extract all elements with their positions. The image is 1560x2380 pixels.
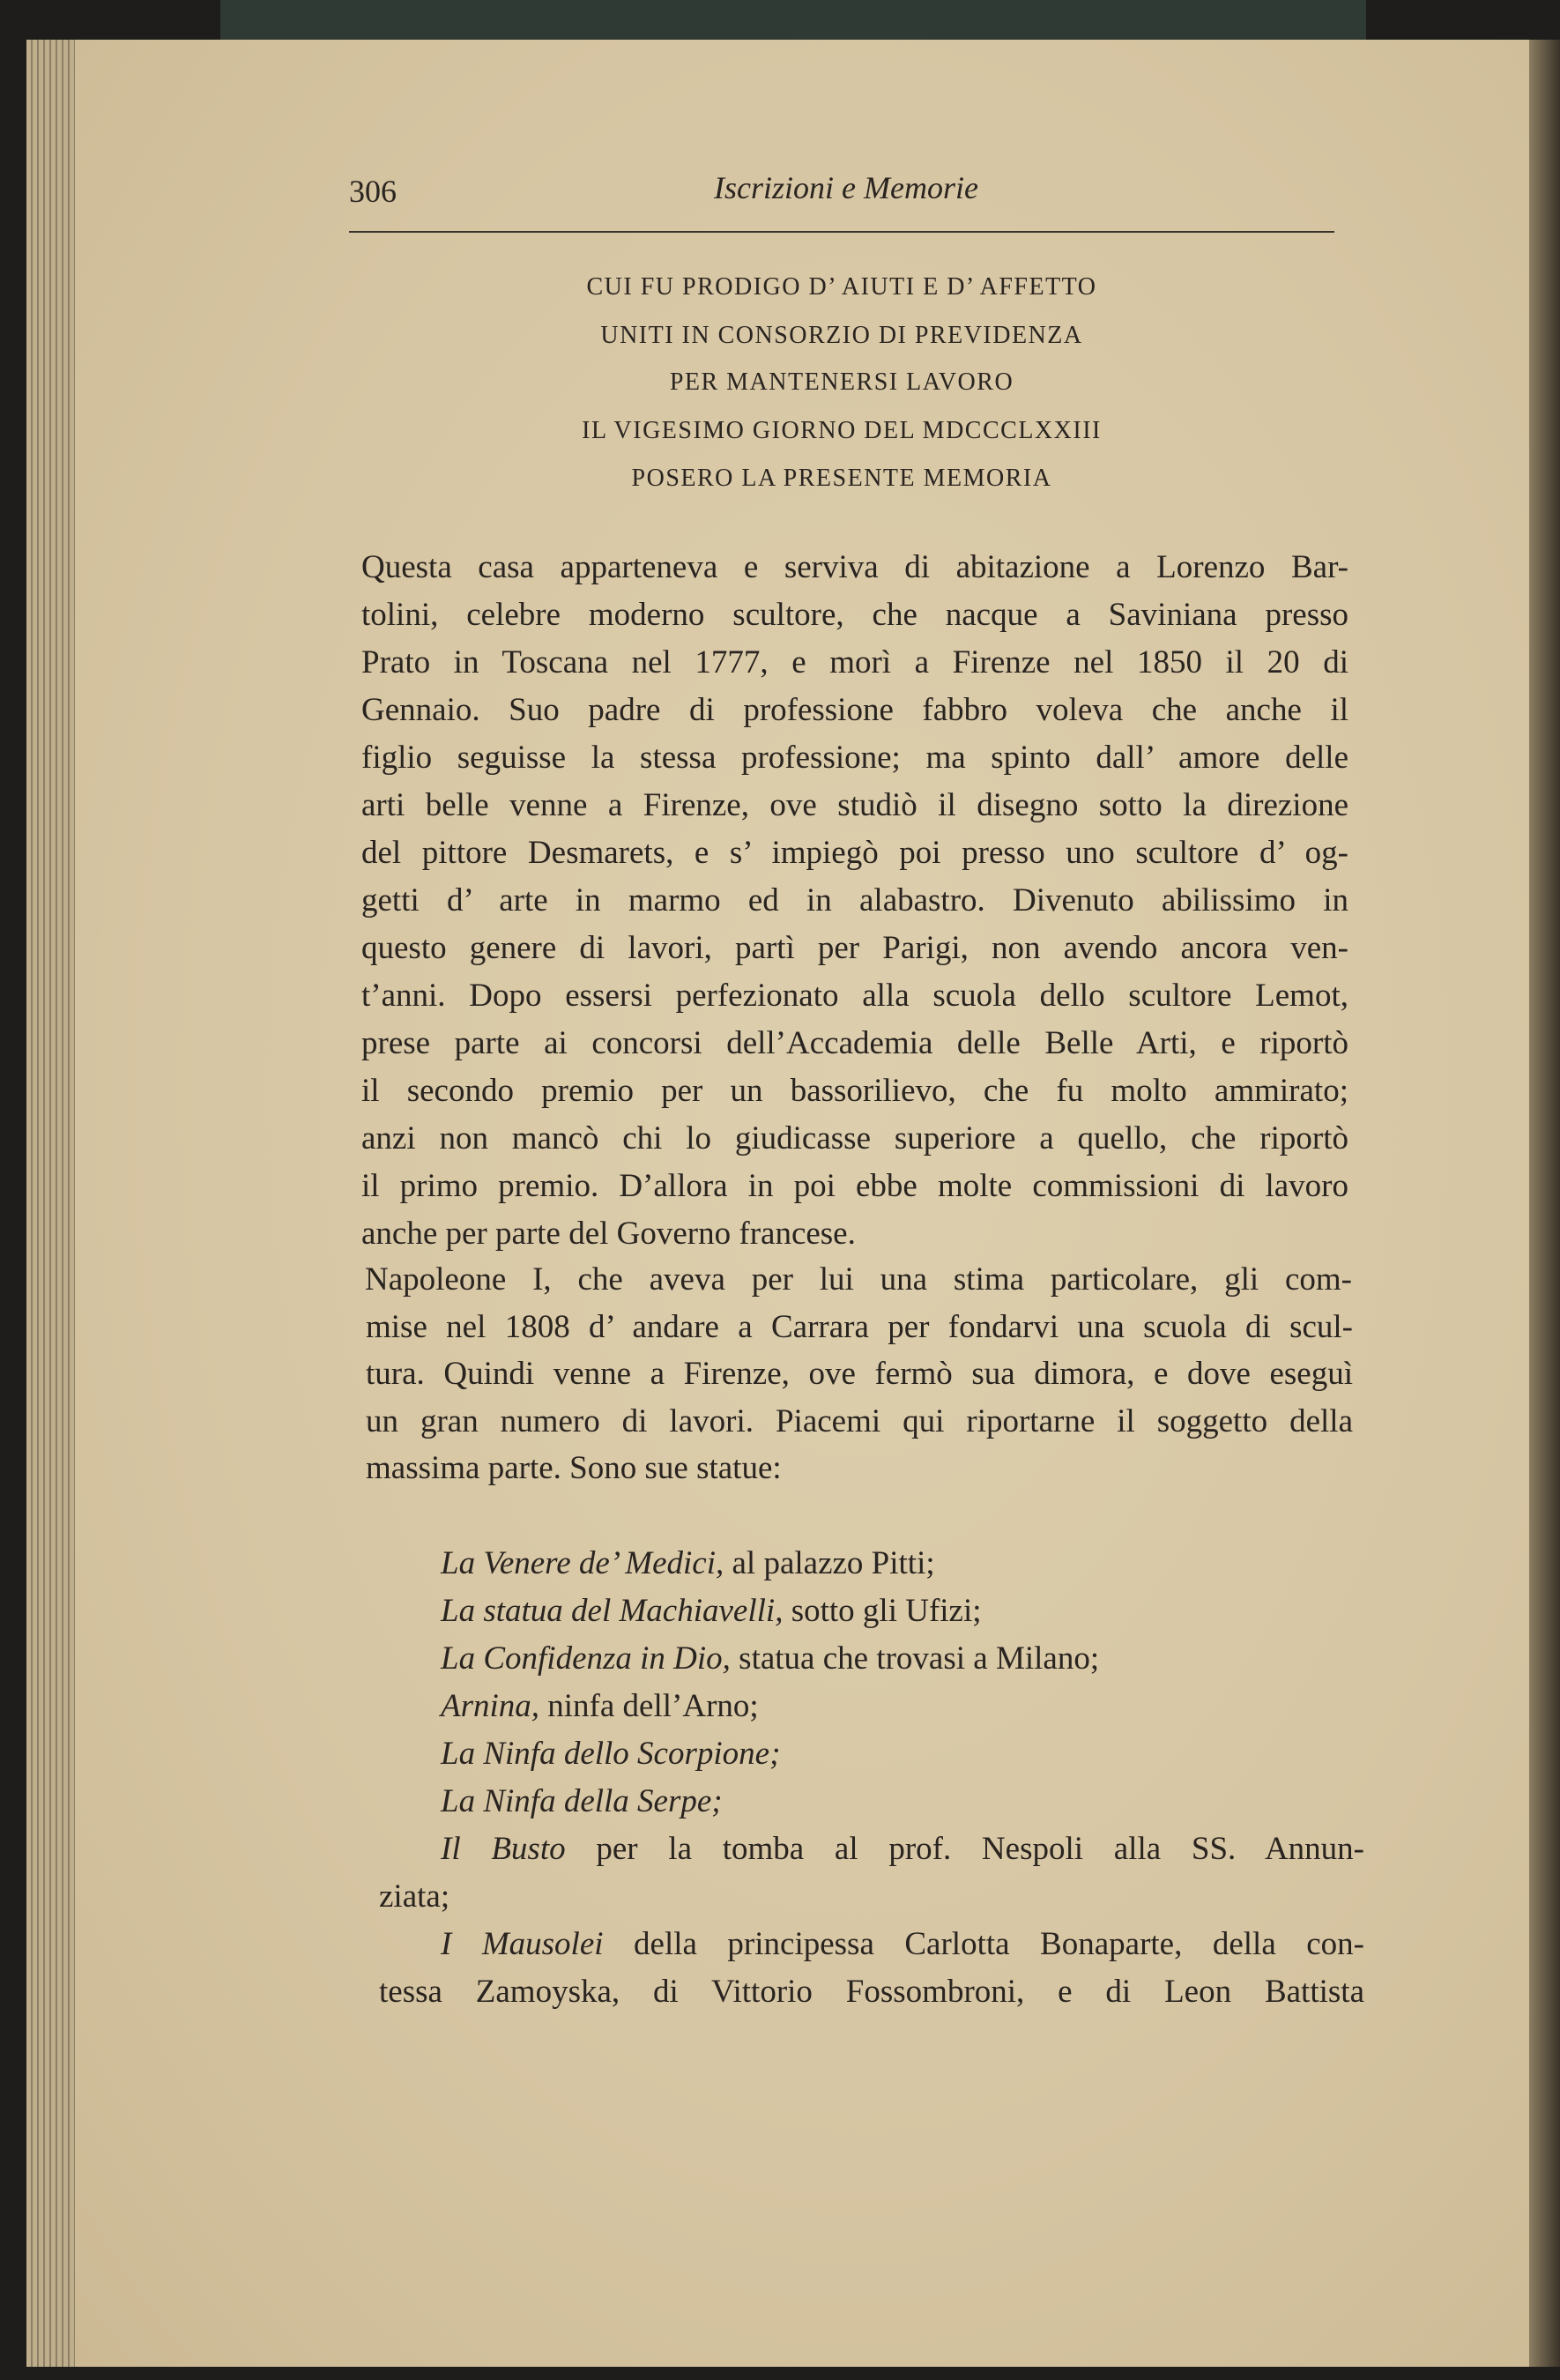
page-stack-edge — [26, 40, 75, 2367]
work-list-item — [441, 1687, 759, 1725]
body-text-line: del pittore Desmarets, e s’ impiegò poi presso uno scultore d’ og- — [361, 835, 1348, 871]
body-text-line: il secondo premio per un bassorilievo, che fu molto ammirato; — [361, 1073, 1348, 1109]
header-rule — [349, 231, 1334, 233]
body-text-line: Questa casa apparteneva e serviva di abitazione a Lorenzo Bar- — [361, 549, 1348, 585]
inscription-line: UNITI IN CONSORZIO DI PREVIDENZA — [600, 322, 1083, 349]
body-text-line: getti d’ arte in marmo ed in alabastro. Divenuto abilissimo in — [361, 882, 1348, 919]
work-description: sotto gli Ufizi; — [783, 1593, 982, 1629]
running-title: Iscrizioni e Memorie — [714, 170, 978, 205]
work-description: statua che trovasi a Milano; — [730, 1640, 1100, 1677]
work-list-item — [441, 1925, 1364, 1963]
body-text-line: tolini, celebre moderno scultore, che nacque a Saviniana presso — [361, 597, 1348, 633]
inscription-line: POSERO LA PRESENTE MEMORIA — [631, 465, 1052, 492]
work-title: Arnina, — [441, 1688, 540, 1724]
body-text-line: un gran numero di lavori. Piacemi qui riportarne il soggetto della — [366, 1402, 1353, 1439]
work-list-item — [441, 1544, 935, 1582]
work-title: I Mausolei — [441, 1926, 604, 1962]
body-text-line: Prato in Toscana nel 1777, e morì a Firenze nel 1850 il 20 di — [361, 644, 1348, 681]
body-text-line: mise nel 1808 d’ andare a Carrara per fondarvi una scuola di scul- — [366, 1308, 1353, 1345]
page-number: 306 — [349, 174, 397, 209]
body-text-line: anche per parte del Governo francese. — [361, 1216, 856, 1252]
body-text-line: Napoleone I, che aveva per lui una stima particolare, gli com- — [365, 1261, 1352, 1298]
body-text-line: anzi non mancò chi lo giudicasse superiore a quello, che riportò — [361, 1120, 1348, 1157]
body-text-line: tura. Quindi venne a Firenze, ove fermò sua dimora, e dove eseguì — [366, 1356, 1353, 1392]
work-title: La Venere de’ Medici, — [441, 1545, 724, 1581]
body-text-line: il primo premio. D’allora in poi ebbe molte commissioni di lavoro — [361, 1168, 1348, 1204]
body-text-line: arti belle venne a Firenze, ove studiò il disegno sotto la direzione — [361, 787, 1348, 823]
work-description: ninfa dell’Arno; — [539, 1688, 759, 1724]
body-text-line: figlio seguisse la stessa professione; ma spinto dall’ amore delle — [361, 740, 1348, 776]
body-text-line: t’anni. Dopo essersi perfezionato alla scuola dello scultore Lemot, — [361, 978, 1348, 1014]
body-text-line: massima parte. Sono sue statue: — [366, 1450, 782, 1486]
book-gutter — [1529, 40, 1560, 2367]
body-text-line: prese parte ai concorsi dell’Accademia delle Belle Arti, e riportò — [361, 1025, 1348, 1061]
inscription-line: IL VIGESIMO GIORNO DEL MDCCCLXXIII — [582, 417, 1102, 444]
work-list-item — [441, 1735, 780, 1773]
work-list-item — [441, 1830, 1364, 1868]
work-description: al palazzo Pitti; — [724, 1545, 935, 1581]
inscription-line: PER MANTENERSI LAVORO — [669, 368, 1014, 396]
work-description: della principessa Carlotta Bonaparte, della con- — [603, 1926, 1364, 1962]
work-title: Il Busto — [441, 1831, 566, 1867]
work-list-item — [441, 1782, 723, 1820]
work-title: La statua del Machiavelli, — [441, 1593, 784, 1629]
work-title: La Ninfa dello Scorpione; — [441, 1736, 781, 1772]
work-title: La Ninfa della Serpe; — [441, 1783, 723, 1819]
book-cover-edge — [220, 0, 1366, 40]
work-description: per la tomba al prof. Nespoli alla SS. Annun- — [565, 1831, 1364, 1867]
body-text-line: questo genere di lavori, partì per Parigi, non avendo ancora ven- — [361, 930, 1348, 966]
work-title: La Confidenza in Dio, — [441, 1640, 731, 1677]
inscription-line: CUI FU PRODIGO D’ AIUTI E D’ AFFETTO — [586, 273, 1097, 301]
work-list-item-continuation: ziata; — [379, 1878, 450, 1915]
work-list-item — [441, 1592, 982, 1630]
work-list-item-continuation: tessa Zamoyska, di Vittorio Fossombroni, e di Leon Battista — [379, 1974, 1364, 2010]
work-list-item — [441, 1640, 1099, 1677]
body-text-line: Gennaio. Suo padre di professione fabbro voleva che anche il — [361, 692, 1348, 728]
